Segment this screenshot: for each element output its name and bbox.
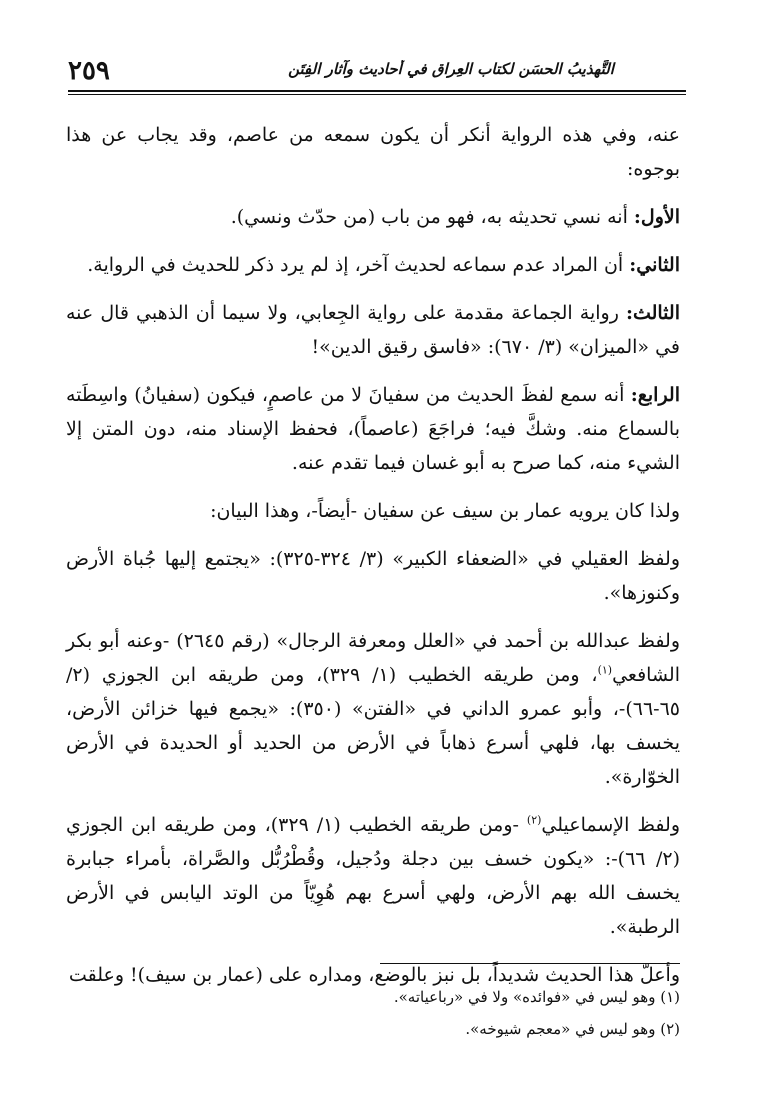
running-title: التَّهذيبُ الحسَن لكتاب العِراق في أحاديث وآثار الفِتَن (288, 60, 614, 78)
paragraph-text: عنه، وفي هذه الرواية أنكر أن يكون سمعه من عاصم، وقد يجاب عن هذا بوجوه: (66, 124, 680, 180)
page-header (68, 50, 686, 94)
page-number: ٢٥٩ (68, 56, 110, 86)
paragraph-ismaili (66, 808, 680, 944)
paragraph-text: رواية الجماعة مقدمة على رواية الجِعابي، ولا سيما أن الذهبي قال عنه في «الميزان» (٣/ ٦٧٠): «فاسق رقيق الدين»! (66, 302, 680, 358)
footnotes (66, 984, 680, 1048)
paragraph-text: ولذا كان يرويه عمار بن سيف عن سفيان -أيضاً-، وهذا البيان: (210, 500, 680, 522)
paragraph-lead: الثاني: (629, 254, 680, 276)
paragraph-intro (66, 118, 680, 186)
paragraph-text-cont: -ومن طريقه الخطيب (١/ ٣٢٩)، ومن طريقه ابن الجوزي (٢/ ٦٦)-: «يكون خسف بين دجلة ودُجيل، وقُطْرُبُّل والصَّراة، بأمراء جبابرة يخسف الله بهم الأرض، ولهي أسرع بهم هُوِيّاً من الوتد اليابس في الأرض الرطبة». (66, 814, 680, 938)
paragraph-text: أنه نسي تحديثه به، فهو من باب (من حدّث ونسي). (230, 206, 634, 228)
paragraph-lead: الثالث: (625, 302, 680, 324)
footnote-2: (٢) وهو ليس في «معجم شيوخه». (465, 1020, 680, 1038)
paragraph-lead: الأول: (633, 206, 680, 228)
paragraph-text: ولفظ الإسماعيلي (541, 814, 681, 836)
paragraph-fourth-answer (66, 378, 680, 480)
footnote-rule (380, 963, 680, 964)
paragraph-text: أن المراد عدم سماعه لحديث آخر، إذ لم يرد ذكر للحديث في الرواية. (87, 254, 630, 276)
paragraph-abdullah (66, 624, 680, 794)
paragraph-text: أنه سمع لفظَ الحديث من سفيانَ لا من عاصمٍ، فيكون (سفيانُ) واسِطَته بالسماع منه. وشكَّ فيه؛ فراجَعَ (عاصماً)، فحفظ الإسناد منه، دون المتن إلا الشيء منه، كما صرح به أبو غسان فيما تقدم عنه. (66, 384, 680, 474)
header-rule (68, 90, 686, 92)
main-text (66, 118, 680, 1006)
paragraph-text: ولفظ العقيلي في «الضعفاء الكبير» (٣/ ٣٢٤-٣٢٥): «يجتمع إليها جُباة الأرض وكنوزها». (66, 548, 680, 604)
footnote-marker-2: (٢) (526, 813, 542, 827)
footnote-1: (١) وهو ليس في «فوائده» ولا في «رباعياته». (393, 988, 680, 1006)
paragraph-third-answer (66, 296, 680, 364)
paragraph-text-cont: ، ومن طريقه الخطيب (١/ ٣٢٩)، ومن طريقه ابن الجوزي (٢/ ٦٥-٦٦)-، وأبو عمرو الداني في «الفتن» (٣٥٠): «يجمع فيها خزائن الأرض، يخسف بها، فلهي أسرع ذهاباً في الأرض من الحديد أو الحديدة في الأرض الخوّارة». (66, 664, 680, 788)
paragraph-uqayli (66, 542, 680, 610)
paragraph-lead: الرابع: (630, 384, 680, 406)
footnote-marker-1: (١) (597, 663, 613, 677)
paragraph-text: وأعلّ هذا الحديث شديداً، بل نبز بالوضع، ومداره على (عمار بن سيف)! وعلقت (68, 964, 680, 986)
paragraph-text: ولفظ عبدالله بن أحمد في «العلل ومعرفة الرجال» (رقم ٢٦٤٥) -وعنه أبو بكر الشافعي (66, 630, 680, 686)
paragraph-first-answer (66, 200, 680, 234)
paragraph-explanation (66, 494, 680, 528)
header-rule-thin (68, 94, 686, 95)
paragraph-second-answer (66, 248, 680, 282)
